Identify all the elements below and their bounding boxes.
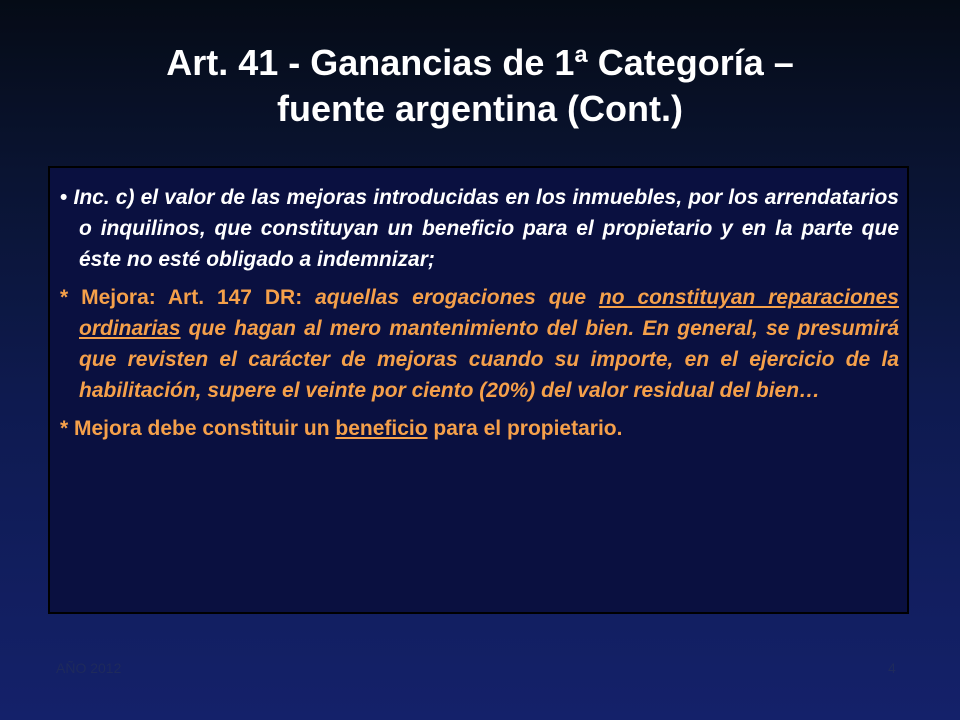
slide-title-line-2: fuente argentina (Cont.)	[277, 88, 683, 129]
note-beneficio-text-a: * Mejora debe constituir un	[60, 417, 336, 440]
note-mejora-prefix: * Mejora: Art. 147 DR:	[60, 286, 316, 309]
item-inc-c	[60, 182, 899, 275]
item-inc-c-text: Inc. c) el valor de las mejoras introducidas en los inmuebles, por los arrendatarios o inquilinos, que constituyan un beneficio para el propietario y en la parte que éste no esté obligado a indemnizar;	[73, 186, 899, 271]
note-mejora-text-a: aquellas erogaciones que	[315, 286, 599, 309]
note-mejora-underlined: no constituyan reparaciones ordinarias	[79, 286, 899, 340]
note-beneficio-text-b: para el propietario.	[427, 417, 623, 440]
note-beneficio-underlined: beneficio	[335, 417, 428, 440]
slide-title	[0, 40, 960, 132]
bullet: •	[60, 186, 68, 209]
footer-year: AÑO 2012	[56, 660, 122, 676]
note-mejora-art-147	[60, 282, 899, 406]
slide-title-line-1: Art. 41 - Ganancias de 1ª Categoría –	[166, 42, 794, 83]
note-mejora-text-b: que hagan al mero mantenimiento del bien. En general, se presumirá que revisten el carácter de mejoras cuando su importe, en el ejercicio de la habilitación, supere el veinte por ciento (20%) del valor residual del bien…	[79, 317, 899, 402]
note-mejora-beneficio	[60, 413, 899, 444]
footer-page-number: 4	[888, 660, 896, 676]
content-box	[48, 166, 909, 614]
